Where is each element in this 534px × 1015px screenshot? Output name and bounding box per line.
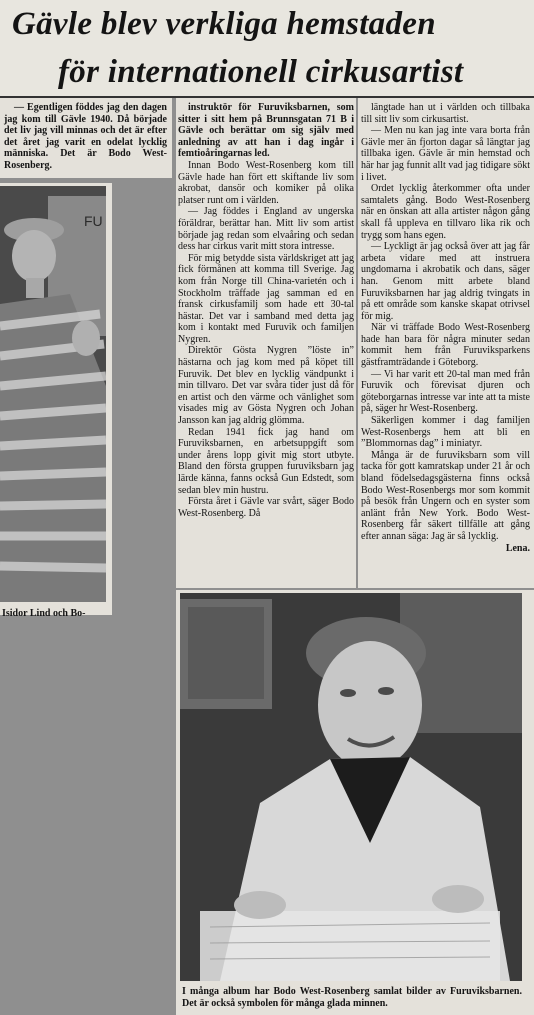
paragraph: När vi träffade Bodo West-Rosenberg hade han bara för några minuter sedan kommit hem från Furuviksparkens gästframträdande i Göteborg. (361, 322, 530, 369)
paragraph: Många är de furuviksbarn som vill tacka för gott kamratskap under 21 år och bland födelsedagsgästerna finns också Bodo West-Rosenbergs mor som kommit på besök från Ungern och en syster som anlänt från New York. Bodo West-Rosenberg får säkert tillfälle att gång efter annan säga: Jag är så lycklig. (361, 449, 530, 542)
paragraph: Ordet lycklig återkommer ofta under samtalets gång. Bodo West-Rosenberg när en önskan att alla artister någon gång skall få uppleva en tillvaro lika rik och trygg som hans egen. (361, 183, 530, 241)
author-signature: Lena. (505, 542, 530, 554)
portrait-man-illustration (180, 593, 522, 981)
headline-line-1: Gävle blev verkliga hemstaden (12, 6, 436, 42)
article-column-3 (361, 102, 530, 554)
paragraph: — Vi har varit ett 20-tal man med från Furuvik och förevisat djuren och göteborgarnas intresse var inte att ta miste på, säger hr West-Rosenberg. (361, 368, 530, 415)
paragraph: Säkerligen kommer i dag familjen West-Rosenbergs hem att bli en ”Blommornas dag” i miniatyr. (361, 415, 530, 450)
person-with-cap-illustration (0, 186, 106, 602)
sign-text: FU (84, 213, 103, 229)
paragraph: — Lyckligt är jag också över att jag får arbeta vidare med att instruera ungdomarna i akrobatik och dans, säger han. Genom mitt arbete bland Furuviksbarnen har jag aldrig tvingats in på ett område som kanske skapat otrivsel för mig. (361, 241, 530, 322)
paragraph: instruktör för Furuviksbarnen, som sitter i sitt hem på Brunnsgatan 71 B i Gävle och berättar om sig själv med anledning av att han i dag ingår i femtioåringarnas led. (178, 102, 354, 160)
main-photo-caption: I många album har Bodo West-Rosenberg samlat bilder av Furuviksbarnen. Det är också symbolen för många glada minnen. (182, 986, 522, 1009)
paragraph: — Jag föddes i England av ungerska föräldrar, berättar han. Mitt liv som artist började jag redan som elvaåring och sedan dess har cirkus varit mitt stora intresse. (178, 206, 354, 253)
paragraph: Redan 1941 fick jag hand om Furuviksbarnen, en arbetsuppgift som under årens lopp givit mig stort utbyte. Bland den första gruppen furuviksbarn jag lärde känna, fanns också Gun Edstedt, som sedan blev min hustru. (178, 426, 354, 496)
paragraph: Innan Bodo West-Rosenberg kom till Gävle hade han fört ett skiftande liv som akrobat, dansör och komiker på olika platser runt om i världen. (178, 159, 354, 206)
paragraph: längtade han ut i världen och tillbaka till sitt liv som cirkusartist. (361, 102, 530, 125)
paragraph: För mig betydde sista världskriget att jag fick förmånen att komma till Sverige. Jag kom från Norge till China-varietén och i Stockholm träffade jag samman ed en fransk cirkusfamilj som hade ett 30-tal hästar. Det var i samband med detta jag kom i kontakt med Furuvik och familjen Nygren. (178, 252, 354, 345)
headline-line-2: för internationell cirkusartist (58, 54, 464, 90)
paragraph: Direktör Gösta Nygren ”löste in” hästarna och jag kom med på köpet till Furuvik. Det blev en lycklig vändpunkt i min tillvaro. Det var svåra tider just då för en artist och den värme och vänlighet som visades mig av Gösta Nygren och Johan Jansson kan jag aldrig glömma. (178, 345, 354, 427)
main-photo (180, 593, 522, 981)
headline-area (0, 0, 534, 98)
paragraph: — Egentligen föddes jag den dagen jag kom till Gävle 1940. Då började det liv jag vill minnas och det är efter det året jag varit en odelat lycklig människa. Det är Bodo West-Rosenberg. (4, 102, 167, 171)
left-photo (0, 186, 106, 602)
article-column-1 (4, 102, 167, 172)
article-column-2 (178, 102, 354, 519)
paragraph: Första året i Gävle var svårt, säger Bodo West-Rosenberg. Då (178, 496, 354, 519)
paragraph: — Men nu kan jag inte vara borta från Gävle mer än fjorton dagar så längtar jag tillbaka igen. Gävle är min hemstad och här har jag funnit allt vad jag tidigare sökt i livet. (361, 125, 530, 183)
left-photo-caption: Isidor Lind och Bo- (2, 608, 86, 619)
